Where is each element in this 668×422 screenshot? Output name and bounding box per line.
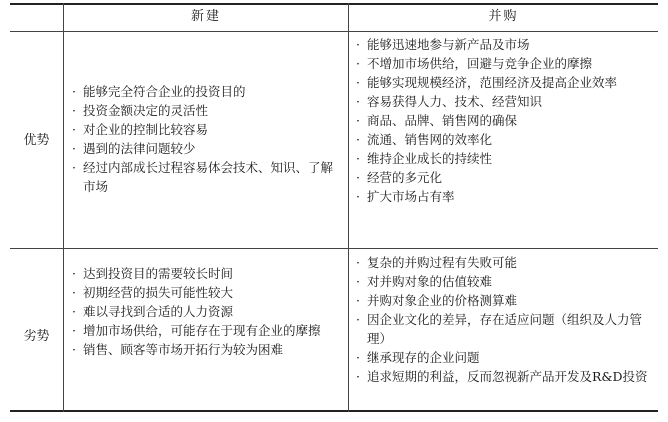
list-item (70, 139, 345, 158)
list-item (70, 340, 345, 359)
list-item-text: 达到投资目的需要较长时间 (83, 266, 234, 281)
row-divider (10, 248, 658, 249)
list-item (354, 92, 654, 111)
cell-disadvantages-merger (354, 253, 654, 386)
bullet-dot: · (356, 350, 360, 365)
list-item-text: 初期经营的损失可能性较大 (83, 285, 234, 300)
corner-header (10, 3, 63, 31)
list-item-text: 投资金额决定的灵活性 (83, 103, 209, 118)
list-item (70, 101, 345, 120)
list-item (354, 54, 654, 73)
bullet-dot: · (72, 266, 76, 281)
bullet-dot: · (356, 132, 360, 147)
list-item (354, 168, 654, 187)
bullet-dot: · (356, 293, 360, 308)
header-divider (10, 31, 658, 32)
list-item (70, 321, 345, 340)
list-item (354, 253, 654, 272)
list-item-text: 遇到的法律问题较少 (83, 141, 196, 156)
bullet-dot: · (72, 84, 76, 99)
list-item-text: 能够迅速地参与新产品及市场 (367, 37, 530, 52)
bullet-dot: · (356, 113, 360, 128)
list-item-text: 容易获得人力、技术、经营知识 (367, 94, 543, 109)
list-item-text: 维持企业成长的持续性 (367, 151, 493, 166)
list-item-text: 能够实现规模经济，范围经济及提高企业效率 (367, 75, 618, 90)
list-item (70, 82, 345, 101)
bullet-dot: · (72, 122, 76, 137)
cell-disadvantages-new-build (70, 264, 345, 359)
bullet-dot: · (72, 103, 76, 118)
bullet-dot: · (356, 189, 360, 204)
bullet-dot: · (356, 56, 360, 71)
list-item (354, 73, 654, 92)
table-bottom-rule (10, 410, 658, 412)
list-item (70, 302, 345, 321)
bullet-dot: · (356, 255, 360, 270)
list-item-text: 扩大市场占有率 (367, 189, 455, 204)
bullet-dot: · (356, 94, 360, 109)
row-label-advantages: 优势 (23, 133, 50, 148)
bullet-dot: · (356, 274, 360, 289)
column-divider-1 (63, 3, 64, 412)
list-item-text: 追求短期的利益，反而忽视新产品开发及R&D投资 (367, 369, 648, 384)
list-item (354, 35, 654, 54)
bullet-dot: · (72, 342, 76, 357)
list-item (354, 149, 654, 168)
list-item (70, 158, 345, 196)
list-item (354, 111, 654, 130)
cell-advantages-merger (354, 35, 654, 206)
list-item-text: 复杂的并购过程有失败可能 (367, 255, 518, 270)
list-item-text: 不增加市场供给，回避与竞争企业的摩擦 (367, 56, 593, 71)
list-item (354, 310, 654, 348)
list-item-text: 并购对象企业的价格测算难 (367, 293, 518, 308)
bullet-dot: · (72, 323, 76, 338)
row-label-disadvantages: 劣势 (23, 329, 50, 344)
list-item-text: 经过内部成长过程容易体会技术、知识、了解市场 (83, 160, 334, 194)
cell-advantages-new-build (70, 82, 345, 196)
list-item-text: 对并购对象的估值较难 (367, 274, 493, 289)
list-item (354, 272, 654, 291)
list-item (70, 120, 345, 139)
list-item-text: 对企业的控制比较容易 (83, 122, 209, 137)
bullet-dot: · (72, 304, 76, 319)
list-item (70, 264, 345, 283)
bullet-dot: · (72, 160, 76, 175)
bullet-dot: · (72, 285, 76, 300)
list-item-text: 继承现存的企业问题 (367, 350, 480, 365)
bullet-dot: · (356, 37, 360, 52)
bullet-dot: · (356, 312, 360, 327)
list-item-text: 流通、销售网的效率化 (367, 132, 493, 147)
list-item-text: 增加市场供给，可能存在于现有企业的摩擦 (83, 323, 321, 338)
list-item (354, 348, 654, 367)
column-header-new-build: 新建 (190, 9, 221, 24)
list-item (70, 283, 345, 302)
list-item-text: 经营的多元化 (367, 170, 443, 185)
comparison-table (10, 3, 658, 412)
list-item-text: 难以寻找到合适的人力资源 (83, 304, 234, 319)
bullet-dot: · (72, 141, 76, 156)
list-item (354, 130, 654, 149)
column-divider-2 (348, 3, 349, 412)
bullet-dot: · (356, 369, 360, 384)
list-item-text: 商品、品牌、销售网的确保 (367, 113, 518, 128)
list-item-text: 因企业文化的差异，存在适应问题（组织及人力管理） (367, 312, 643, 346)
list-item-text: 能够完全符合企业的投资目的 (83, 84, 246, 99)
bullet-dot: · (356, 151, 360, 166)
list-item (354, 291, 654, 310)
bullet-dot: · (356, 170, 360, 185)
list-item (354, 367, 654, 386)
list-item-text: 销售、顾客等市场开拓行为较为困难 (83, 342, 284, 357)
column-header-merger: 并购 (488, 9, 519, 24)
list-item (354, 187, 654, 206)
bullet-dot: · (356, 75, 360, 90)
